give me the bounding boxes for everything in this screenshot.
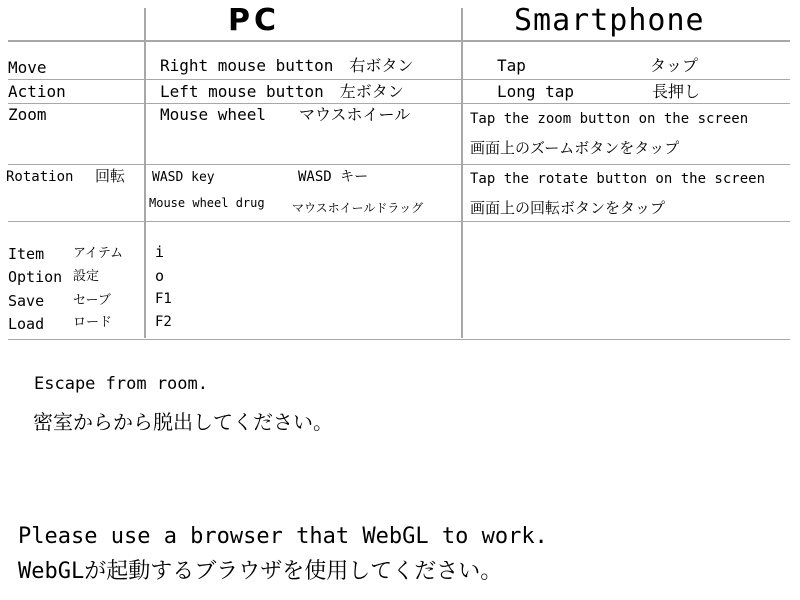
pc-move-control: Right mouse button 右ボタン [160, 56, 414, 75]
goal-text-en: Escape from room. [34, 374, 208, 394]
header-divider [8, 40, 790, 42]
key-item-label-jp: アイテム [73, 246, 124, 261]
row-label-rotation-jp: 回転 [95, 167, 126, 185]
column-divider-right [461, 8, 463, 338]
header-pc: PC [228, 3, 281, 38]
webgl-notice-jp: WebGLが起動するブラウザを使用してください。 [18, 559, 503, 584]
header-smartphone: Smartphone [514, 3, 705, 38]
sp-action-control-jp: 長押し [652, 82, 701, 101]
key-load-value: F2 [155, 314, 172, 330]
goal-text-jp: 密室からから脱出してください。 [33, 410, 333, 434]
row-divider-zoom [8, 164, 790, 165]
row-divider-move [8, 79, 790, 80]
row-divider-action [8, 103, 790, 104]
row-divider-rotation [8, 221, 790, 222]
pc-zoom-control-en: Mouse wheel [160, 105, 266, 124]
sp-action-control-en: Long tap [497, 82, 575, 101]
sp-move-control-jp: タップ [650, 56, 699, 75]
key-load-label-en: Load [8, 315, 45, 333]
sp-zoom-control-en: Tap the zoom button on the screen [470, 111, 749, 127]
key-option-label-jp: 設定 [73, 269, 100, 284]
row-label-zoom: Zoom [8, 105, 47, 124]
row-label-action: Action [8, 82, 66, 101]
pc-rotation-drag-en: Mouse wheel drug [149, 196, 265, 210]
sp-rotation-control-jp: 画面上の回転ボタンをタップ [470, 199, 666, 217]
webgl-notice-en: Please use a browser that WebGL to work. [18, 524, 548, 549]
sp-zoom-control-jp: 画面上のズームボタンをタップ [470, 139, 680, 157]
column-divider-left [144, 8, 146, 338]
key-save-label-en: Save [8, 292, 45, 310]
table-bottom-border [8, 339, 790, 340]
key-save-value: F1 [155, 291, 172, 307]
pc-zoom-control-jp: マウスホイール [299, 105, 411, 124]
sp-rotation-control-en: Tap the rotate button on the screen [470, 171, 766, 187]
row-label-move: Move [8, 58, 47, 77]
pc-action-control: Left mouse button 左ボタン [160, 82, 404, 101]
key-save-label-jp: セーブ [73, 293, 111, 308]
pc-rotation-key-jp: WASD キー [298, 169, 369, 185]
row-label-rotation-en: Rotation [6, 169, 74, 185]
pc-rotation-drag-jp: マウスホイールドラッグ [292, 201, 424, 215]
sp-move-control-en: Tap [497, 56, 526, 75]
key-option-value: o [155, 267, 165, 285]
key-item-label-en: Item [8, 245, 45, 263]
pc-rotation-key-en: WASD key [152, 170, 215, 185]
key-load-label-jp: ロード [73, 315, 113, 330]
key-option-label-en: Option [8, 268, 63, 286]
key-item-value: i [155, 243, 165, 261]
